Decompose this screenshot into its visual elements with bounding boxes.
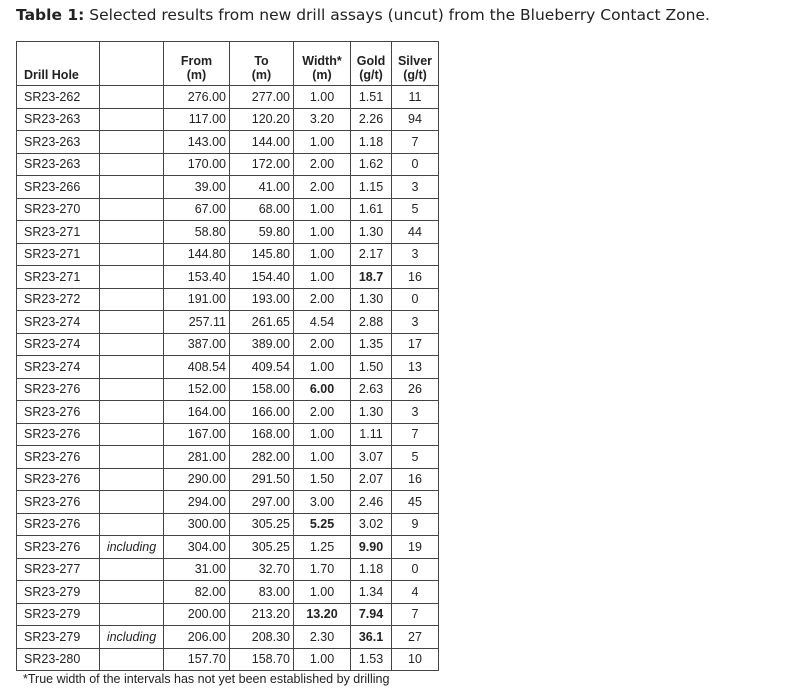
cell-drill-hole: SR23-263 [17, 153, 100, 176]
cell-silver: 19 [392, 536, 439, 559]
cell-note [100, 468, 164, 491]
cell-width: 4.54 [294, 311, 351, 334]
cell-drill-hole: SR23-263 [17, 131, 100, 154]
cell-silver: 7 [392, 423, 439, 446]
cell-drill-hole: SR23-276 [17, 491, 100, 514]
cell-silver: 9 [392, 513, 439, 536]
cell-from: 294.00 [164, 491, 230, 514]
cell-to: 409.54 [230, 356, 294, 379]
cell-width: 1.00 [294, 221, 351, 244]
cell-width: 1.00 [294, 356, 351, 379]
table-row [17, 401, 439, 424]
cell-drill-hole: SR23-271 [17, 221, 100, 244]
cell-to: 32.70 [230, 558, 294, 581]
cell-gold: 36.1 [351, 626, 392, 649]
table-row [17, 536, 439, 559]
cell-note [100, 86, 164, 109]
table-row [17, 221, 439, 244]
cell-gold: 1.11 [351, 423, 392, 446]
table-row [17, 558, 439, 581]
cell-silver: 44 [392, 221, 439, 244]
cell-silver: 0 [392, 153, 439, 176]
cell-silver: 10 [392, 648, 439, 671]
cell-note [100, 491, 164, 514]
cell-drill-hole: SR23-271 [17, 266, 100, 289]
cell-gold: 2.88 [351, 311, 392, 334]
cell-width: 1.00 [294, 581, 351, 604]
cell-width: 3.00 [294, 491, 351, 514]
cell-gold: 3.02 [351, 513, 392, 536]
cell-drill-hole: SR23-266 [17, 176, 100, 199]
table-row [17, 198, 439, 221]
cell-width: 1.70 [294, 558, 351, 581]
cell-to: 145.80 [230, 243, 294, 266]
header-note [100, 42, 164, 86]
cell-gold: 1.30 [351, 221, 392, 244]
cell-silver: 0 [392, 288, 439, 311]
cell-silver: 17 [392, 333, 439, 356]
cell-from: 39.00 [164, 176, 230, 199]
cell-drill-hole: SR23-280 [17, 648, 100, 671]
table-row [17, 266, 439, 289]
header-gold [351, 42, 392, 86]
cell-silver: 4 [392, 581, 439, 604]
cell-note [100, 131, 164, 154]
cell-width: 2.30 [294, 626, 351, 649]
table-caption [16, 5, 710, 25]
cell-note [100, 603, 164, 626]
cell-note [100, 108, 164, 131]
cell-silver: 3 [392, 311, 439, 334]
cell-gold: 1.61 [351, 198, 392, 221]
cell-note [100, 221, 164, 244]
cell-drill-hole: SR23-262 [17, 86, 100, 109]
cell-silver: 7 [392, 131, 439, 154]
cell-to: 158.00 [230, 378, 294, 401]
cell-width: 1.00 [294, 446, 351, 469]
header-drill-hole: Drill Hole [17, 42, 100, 86]
cell-from: 164.00 [164, 401, 230, 424]
cell-note [100, 198, 164, 221]
cell-width: 2.00 [294, 176, 351, 199]
assay-results-table [16, 41, 439, 671]
cell-silver: 45 [392, 491, 439, 514]
table-row [17, 153, 439, 176]
table-row [17, 648, 439, 671]
cell-width: 2.00 [294, 153, 351, 176]
table-row [17, 446, 439, 469]
cell-from: 143.00 [164, 131, 230, 154]
cell-from: 276.00 [164, 86, 230, 109]
cell-drill-hole: SR23-276 [17, 536, 100, 559]
cell-gold: 2.63 [351, 378, 392, 401]
cell-silver: 27 [392, 626, 439, 649]
header-gold-unit: (g/t) [359, 68, 383, 82]
cell-to: 305.25 [230, 536, 294, 559]
cell-gold: 1.15 [351, 176, 392, 199]
table-row [17, 491, 439, 514]
cell-drill-hole: SR23-277 [17, 558, 100, 581]
cell-from: 152.00 [164, 378, 230, 401]
header-width-label: Width* [302, 54, 342, 68]
cell-from: 191.00 [164, 288, 230, 311]
cell-from: 300.00 [164, 513, 230, 536]
table-row [17, 513, 439, 536]
cell-drill-hole: SR23-270 [17, 198, 100, 221]
cell-note [100, 153, 164, 176]
cell-width: 1.25 [294, 536, 351, 559]
cell-to: 154.40 [230, 266, 294, 289]
cell-gold: 2.26 [351, 108, 392, 131]
cell-width: 2.00 [294, 401, 351, 424]
cell-silver: 7 [392, 603, 439, 626]
cell-width: 1.00 [294, 131, 351, 154]
cell-from: 170.00 [164, 153, 230, 176]
cell-width: 1.00 [294, 266, 351, 289]
table-row [17, 626, 439, 649]
cell-to: 172.00 [230, 153, 294, 176]
cell-silver: 94 [392, 108, 439, 131]
cell-width: 6.00 [294, 378, 351, 401]
cell-gold: 18.7 [351, 266, 392, 289]
cell-to: 389.00 [230, 333, 294, 356]
cell-width: 1.00 [294, 198, 351, 221]
cell-note [100, 648, 164, 671]
cell-drill-hole: SR23-276 [17, 446, 100, 469]
cell-width: 1.00 [294, 648, 351, 671]
table-row [17, 603, 439, 626]
header-to-unit: (m) [251, 68, 272, 82]
cell-from: 257.11 [164, 311, 230, 334]
cell-gold: 1.18 [351, 558, 392, 581]
header-width-unit: (m) [312, 68, 332, 82]
cell-to: 41.00 [230, 176, 294, 199]
cell-silver: 3 [392, 243, 439, 266]
cell-drill-hole: SR23-276 [17, 468, 100, 491]
cell-from: 144.80 [164, 243, 230, 266]
cell-to: 208.30 [230, 626, 294, 649]
cell-drill-hole: SR23-279 [17, 581, 100, 604]
cell-drill-hole: SR23-276 [17, 378, 100, 401]
cell-from: 153.40 [164, 266, 230, 289]
cell-from: 58.80 [164, 221, 230, 244]
cell-note: including [100, 536, 164, 559]
cell-silver: 0 [392, 558, 439, 581]
table-row [17, 243, 439, 266]
cell-from: 67.00 [164, 198, 230, 221]
cell-note [100, 446, 164, 469]
cell-to: 83.00 [230, 581, 294, 604]
header-to [230, 42, 294, 86]
cell-drill-hole: SR23-263 [17, 108, 100, 131]
cell-silver: 5 [392, 446, 439, 469]
cell-drill-hole: SR23-279 [17, 626, 100, 649]
cell-drill-hole: SR23-274 [17, 333, 100, 356]
cell-to: 166.00 [230, 401, 294, 424]
cell-width: 5.25 [294, 513, 351, 536]
cell-gold: 1.34 [351, 581, 392, 604]
cell-note [100, 356, 164, 379]
header-to-label: To [254, 54, 269, 68]
cell-gold: 1.18 [351, 131, 392, 154]
header-from [164, 42, 230, 86]
cell-note [100, 581, 164, 604]
table-row [17, 131, 439, 154]
cell-note [100, 558, 164, 581]
cell-to: 305.25 [230, 513, 294, 536]
table-footnote: *True width of the intervals has not yet been established by drilling [23, 672, 390, 686]
table-row [17, 468, 439, 491]
header-row [17, 42, 439, 86]
cell-gold: 1.62 [351, 153, 392, 176]
cell-from: 200.00 [164, 603, 230, 626]
header-width [294, 42, 351, 86]
cell-from: 290.00 [164, 468, 230, 491]
cell-note [100, 243, 164, 266]
cell-from: 206.00 [164, 626, 230, 649]
cell-silver: 3 [392, 401, 439, 424]
cell-to: 59.80 [230, 221, 294, 244]
cell-from: 408.54 [164, 356, 230, 379]
table-row [17, 333, 439, 356]
cell-width: 3.20 [294, 108, 351, 131]
table-row [17, 581, 439, 604]
cell-to: 193.00 [230, 288, 294, 311]
cell-to: 261.65 [230, 311, 294, 334]
table-row [17, 356, 439, 379]
cell-to: 213.20 [230, 603, 294, 626]
cell-silver: 3 [392, 176, 439, 199]
cell-gold: 1.51 [351, 86, 392, 109]
cell-from: 167.00 [164, 423, 230, 446]
cell-gold: 2.17 [351, 243, 392, 266]
cell-from: 117.00 [164, 108, 230, 131]
table-row [17, 311, 439, 334]
header-from-label: From [180, 54, 213, 68]
cell-from: 157.70 [164, 648, 230, 671]
cell-to: 120.20 [230, 108, 294, 131]
cell-from: 304.00 [164, 536, 230, 559]
cell-note [100, 266, 164, 289]
cell-note [100, 176, 164, 199]
cell-drill-hole: SR23-276 [17, 401, 100, 424]
cell-to: 282.00 [230, 446, 294, 469]
table-row [17, 86, 439, 109]
cell-silver: 16 [392, 468, 439, 491]
table-row [17, 108, 439, 131]
table-body [17, 86, 439, 671]
table-row [17, 288, 439, 311]
header-from-unit: (m) [186, 68, 207, 82]
cell-to: 168.00 [230, 423, 294, 446]
cell-to: 158.70 [230, 648, 294, 671]
cell-gold: 1.35 [351, 333, 392, 356]
cell-silver: 16 [392, 266, 439, 289]
cell-to: 297.00 [230, 491, 294, 514]
cell-to: 68.00 [230, 198, 294, 221]
cell-drill-hole: SR23-279 [17, 603, 100, 626]
cell-drill-hole: SR23-271 [17, 243, 100, 266]
header-silver-unit: (g/t) [403, 68, 427, 82]
table-row [17, 176, 439, 199]
cell-to: 291.50 [230, 468, 294, 491]
cell-drill-hole: SR23-274 [17, 311, 100, 334]
cell-width: 13.20 [294, 603, 351, 626]
table-caption-text: Selected results from new drill assays (uncut) from the Blueberry Contact Zone. [84, 6, 710, 24]
cell-gold: 7.94 [351, 603, 392, 626]
table-header [17, 42, 439, 86]
cell-from: 82.00 [164, 581, 230, 604]
cell-width: 1.00 [294, 86, 351, 109]
cell-width: 1.50 [294, 468, 351, 491]
cell-note: including [100, 626, 164, 649]
cell-note [100, 423, 164, 446]
cell-drill-hole: SR23-276 [17, 423, 100, 446]
cell-silver: 13 [392, 356, 439, 379]
cell-drill-hole: SR23-276 [17, 513, 100, 536]
cell-silver: 26 [392, 378, 439, 401]
table-caption-label: Table 1: [16, 6, 85, 24]
cell-note [100, 401, 164, 424]
cell-silver: 5 [392, 198, 439, 221]
table-row [17, 378, 439, 401]
cell-to: 144.00 [230, 131, 294, 154]
cell-note [100, 311, 164, 334]
cell-from: 281.00 [164, 446, 230, 469]
header-silver-label: Silver [397, 54, 433, 68]
cell-gold: 3.07 [351, 446, 392, 469]
cell-note [100, 378, 164, 401]
header-gold-label: Gold [356, 54, 386, 68]
cell-width: 2.00 [294, 288, 351, 311]
cell-gold: 2.07 [351, 468, 392, 491]
cell-silver: 11 [392, 86, 439, 109]
cell-note [100, 513, 164, 536]
cell-gold: 1.30 [351, 288, 392, 311]
cell-width: 1.00 [294, 423, 351, 446]
header-silver [392, 42, 439, 86]
cell-gold: 1.53 [351, 648, 392, 671]
cell-width: 1.00 [294, 243, 351, 266]
cell-from: 387.00 [164, 333, 230, 356]
cell-to: 277.00 [230, 86, 294, 109]
cell-gold: 1.30 [351, 401, 392, 424]
cell-drill-hole: SR23-274 [17, 356, 100, 379]
cell-note [100, 333, 164, 356]
cell-width: 2.00 [294, 333, 351, 356]
table-row [17, 423, 439, 446]
cell-gold: 2.46 [351, 491, 392, 514]
cell-note [100, 288, 164, 311]
cell-from: 31.00 [164, 558, 230, 581]
cell-gold: 9.90 [351, 536, 392, 559]
cell-gold: 1.50 [351, 356, 392, 379]
cell-drill-hole: SR23-272 [17, 288, 100, 311]
